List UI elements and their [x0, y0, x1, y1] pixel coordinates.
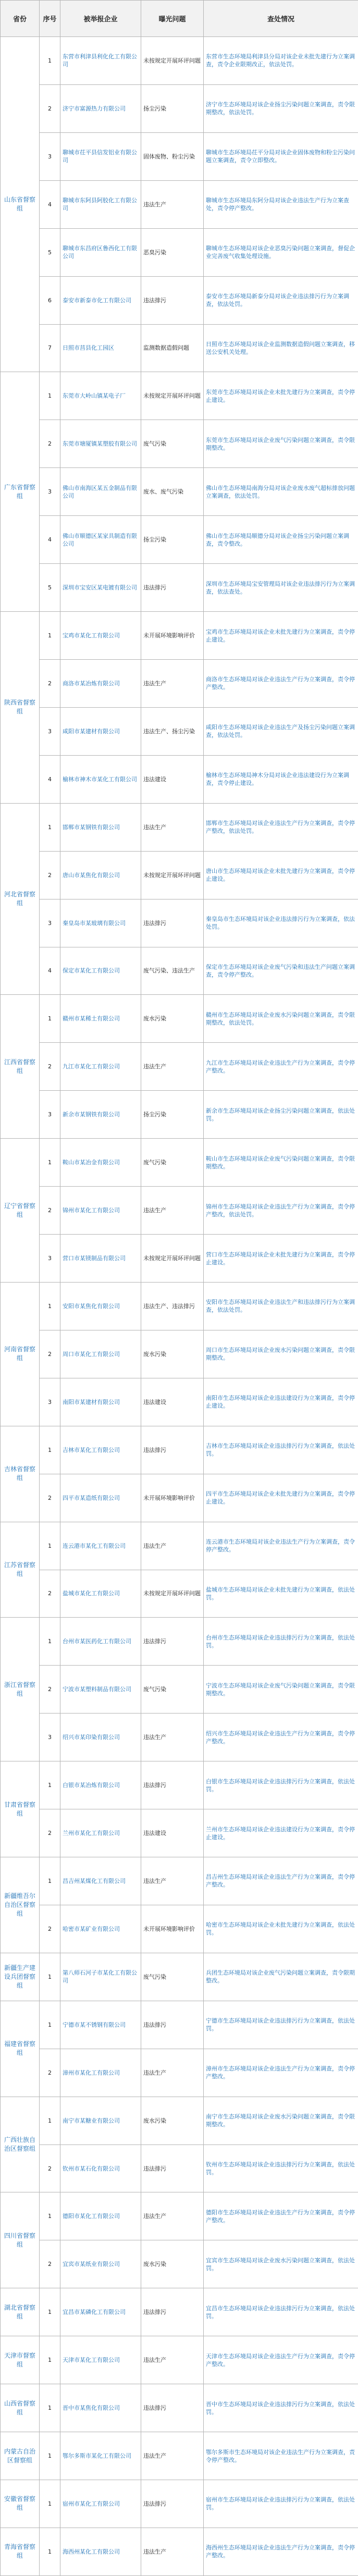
row-number: 5: [40, 564, 60, 612]
table-row: [1, 2144, 358, 2192]
handling-detail: 海西州生态环境局对该企业违法生产行为立案调查，责令停产整改。: [204, 2528, 358, 2575]
problem-type: 未开展环境影响评价: [141, 1905, 204, 1953]
problem-type: 废水、废气污染: [141, 468, 204, 516]
table-row: [1, 2432, 358, 2480]
table-row: [1, 2240, 358, 2288]
problem-type: 固体废物、粉尘污染: [141, 132, 204, 180]
table-body: [1, 37, 358, 2576]
table-row: [1, 1426, 358, 1474]
enterprise-name: 德阳市某化工有限公司: [60, 2192, 141, 2240]
enterprise-name: 南阳市某建材有限公司: [60, 1378, 141, 1426]
row-number: 2: [40, 1330, 60, 1378]
table-row: [1, 1139, 358, 1187]
row-number: 1: [40, 995, 60, 1043]
problem-type: 违法生产: [141, 2192, 204, 2240]
problem-type: 废水污染: [141, 995, 204, 1043]
row-number: 4: [40, 947, 60, 995]
handling-detail: 新余市生态环境局对该企业扬尘污染问题立案调查，依法处罚。: [204, 1091, 358, 1139]
problem-type: 违法排污: [141, 1426, 204, 1474]
handling-detail: 天津市生态环境局对该企业违法生产行为立案调查，责令停产整改。: [204, 2336, 358, 2384]
enterprise-name: 宿州市某化工有限公司: [60, 2480, 141, 2528]
enterprise-name: 宜昌市某磷化工有限公司: [60, 2288, 141, 2336]
enterprise-name: 哈密市某矿业有限公司: [60, 1905, 141, 1953]
problem-type: 违法生产: [141, 1857, 204, 1905]
enterprise-name: 四平市某造纸有限公司: [60, 1474, 141, 1522]
handling-detail: 赣州市生态环境局对该企业废水污染问题立案调查，责令限期整改，依法处罚。: [204, 995, 358, 1043]
handling-detail: 商洛市生态环境局对该企业违法生产行为立案调查，责令停产整改。: [204, 659, 358, 707]
province-cell: 陕西省督察组: [1, 612, 40, 804]
row-number: 2: [40, 1043, 60, 1091]
table-row: [1, 2288, 358, 2336]
enterprise-name: 深圳市宝安区某电镀有限公司: [60, 564, 141, 612]
handling-detail: 宜宾市生态环境局对该企业废水污染问题立案调查，依法处罚。: [204, 2240, 358, 2288]
row-number: 1: [40, 2528, 60, 2575]
enterprise-name: 锦州市某化工有限公司: [60, 1187, 141, 1235]
enterprise-name: 秦皇岛市某玻璃有限公司: [60, 899, 141, 947]
table-row: [1, 1666, 358, 1714]
enterprise-name: 吉林市某化工有限公司: [60, 1426, 141, 1474]
enterprise-name: 台州市某医药化工有限公司: [60, 1618, 141, 1666]
table-row: [1, 324, 358, 372]
handling-detail: 宁德市生态环境局对该企业违法排污行为立案调查，依法处罚。: [204, 2001, 358, 2049]
handling-detail: 日照市生态环境局对该企业监测数据造假问题立案调查，移送公安机关处理。: [204, 324, 358, 372]
row-number: 1: [40, 612, 60, 660]
row-number: 2: [40, 1187, 60, 1235]
problem-type: 扬尘污染: [141, 84, 204, 132]
enterprise-name: 保定市某化工有限公司: [60, 947, 141, 995]
enterprise-name: 唐山市某焦化有限公司: [60, 851, 141, 899]
row-number: 1: [40, 1857, 60, 1905]
table-row: [1, 755, 358, 803]
row-number: 6: [40, 276, 60, 324]
table-row: [1, 1187, 358, 1235]
table-row: [1, 37, 358, 85]
row-number: 2: [40, 1474, 60, 1522]
table-row: [1, 707, 358, 755]
row-number: 3: [40, 899, 60, 947]
row-number: 1: [40, 1522, 60, 1570]
province-cell: 四川省督察组: [1, 2192, 40, 2288]
table-row: [1, 276, 358, 324]
handling-detail: 济宁市生态环境局对该企业扬尘污染问题立案调查，责令限期整改，依法处罚。: [204, 84, 358, 132]
problem-type: 违法生产: [141, 1043, 204, 1091]
row-number: 1: [40, 1953, 60, 2001]
row-number: 2: [40, 84, 60, 132]
enterprise-name: 晋中市某焦化有限公司: [60, 2384, 141, 2432]
handling-detail: 聊城市生态环境局茌平分局对该企业固体废物和粉尘污染问题立案调查，责令立即整改。: [204, 132, 358, 180]
row-number: 5: [40, 228, 60, 276]
row-number: 2: [40, 659, 60, 707]
enterprise-name: 咸阳市某建材有限公司: [60, 707, 141, 755]
table-row: [1, 1953, 358, 2001]
problem-type: 违法排污: [141, 564, 204, 612]
table-row: [1, 1043, 358, 1091]
row-number: 2: [40, 851, 60, 899]
handling-detail: 唐山市生态环境局对该企业未批先建行为立案调查，责令停止建设。: [204, 851, 358, 899]
header-province: 省份: [1, 1, 40, 37]
row-number: 1: [40, 1139, 60, 1187]
problem-type: 废气污染: [141, 1666, 204, 1714]
table-row: [1, 1235, 358, 1283]
enterprise-name: 聊城市东阿县阿胶化工有限公司: [60, 180, 141, 228]
table-header-row: [1, 1, 358, 37]
table-row: [1, 1330, 358, 1378]
problem-type: 违法建设: [141, 1378, 204, 1426]
handling-detail: 东莞市生态环境局对该企业废气污染问题立案调查，责令限期整改。: [204, 420, 358, 468]
row-number: 1: [40, 803, 60, 851]
problem-type: 违法生产: [141, 180, 204, 228]
enterprise-name: 榆林市神木市某化工有限公司: [60, 755, 141, 803]
problem-type: 未按规定开展环评问题: [141, 851, 204, 899]
problem-type: 违法排污: [141, 276, 204, 324]
problem-type: 违法生产、违法排污: [141, 1282, 204, 1330]
enterprise-name: 东莞市塘厦镇某塑胶有限公司: [60, 420, 141, 468]
enterprise-name: 周口市某化工有限公司: [60, 1330, 141, 1378]
enterprise-name: 东营市利津县利化化工有限公司: [60, 37, 141, 85]
table-row: [1, 228, 358, 276]
table-row: [1, 1857, 358, 1905]
table-row: [1, 1091, 358, 1139]
problem-type: 违法生产、扬尘污染: [141, 707, 204, 755]
problem-type: 违法生产: [141, 2528, 204, 2575]
province-cell: 辽宁省督察组: [1, 1139, 40, 1283]
province-cell: 浙江省督察组: [1, 1618, 40, 1761]
enterprise-name: 营口市某镁制品有限公司: [60, 1235, 141, 1283]
problem-type: 违法生产: [141, 659, 204, 707]
province-cell: 吉林省督察组: [1, 1426, 40, 1522]
row-number: 2: [40, 2049, 60, 2097]
enterprise-name: 漳州市某化工有限公司: [60, 2049, 141, 2097]
enterprise-name: 赣州市某稀土有限公司: [60, 995, 141, 1043]
enterprise-name: 聊城市东昌府区鲁西化工有限公司: [60, 228, 141, 276]
problem-type: 违法排污: [141, 2288, 204, 2336]
handling-detail: 连云港市生态环境局对该企业违法生产行为立案调查，责令停产整改。: [204, 1522, 358, 1570]
handling-detail: 南阳市生态环境局对该企业违法建设行为立案调查，责令停止建设。: [204, 1378, 358, 1426]
row-number: 2: [40, 1666, 60, 1714]
handling-detail: 鞍山市生态环境局对该企业废气污染问题立案调查，责令限期整改。: [204, 1139, 358, 1187]
handling-detail: 昌吉州生态环境局对该企业违法生产行为立案调查，责令停产整改。: [204, 1857, 358, 1905]
handling-detail: 宜昌市生态环境局对该企业违法排污行为立案调查，依法处罚。: [204, 2288, 358, 2336]
handling-detail: 台州市生态环境局对该企业违法排污行为立案调查，依法处罚。: [204, 1618, 358, 1666]
handling-detail: 邯郸市生态环境局对该企业违法生产行为立案调查，责令停产整改，依法处罚。: [204, 803, 358, 851]
row-number: 1: [40, 2001, 60, 2049]
row-number: 1: [40, 1618, 60, 1666]
problem-type: 未按规定开展环评问题: [141, 1570, 204, 1618]
problem-type: 未开展环境影响评价: [141, 612, 204, 660]
province-cell: 青海省督察组: [1, 2528, 40, 2575]
enterprise-name: 东莞市大岭山镇某电子厂: [60, 372, 141, 420]
handling-detail: 宁波市生态环境局对该企业废气污染问题立案调查，责令限期整改。: [204, 1666, 358, 1714]
province-cell: 广西壮族自治区督察组: [1, 2097, 40, 2192]
table-row: [1, 1809, 358, 1857]
row-number: 1: [40, 1761, 60, 1809]
province-cell: 江苏省督察组: [1, 1522, 40, 1618]
enterprise-name: 邯郸市某钢铁有限公司: [60, 803, 141, 851]
handling-detail: 咸阳市生态环境局对该企业违法生产及扬尘污染问题立案调查，依法处罚。: [204, 707, 358, 755]
row-number: 1: [40, 37, 60, 85]
table-row: [1, 2480, 358, 2528]
row-number: 2: [40, 1809, 60, 1857]
problem-type: 违法排污: [141, 2384, 204, 2432]
problem-type: 废气污染: [141, 1953, 204, 2001]
province-cell: 内蒙古自治区督察组: [1, 2432, 40, 2480]
problem-type: 违法建设: [141, 1809, 204, 1857]
row-number: 3: [40, 468, 60, 516]
table-row: [1, 1618, 358, 1666]
table-row: [1, 84, 358, 132]
enterprise-name: 海西州某化工有限公司: [60, 2528, 141, 2575]
header-detail: 查处情况: [204, 1, 358, 37]
table-row: [1, 2049, 358, 2097]
enterprise-name: 南宁市某糖业有限公司: [60, 2097, 141, 2144]
row-number: 3: [40, 1714, 60, 1761]
table-row: [1, 803, 358, 851]
row-number: 1: [40, 2192, 60, 2240]
handling-detail: 佛山市生态环境局顺德分局对该企业扬尘污染问题立案调查，责令整改。: [204, 516, 358, 564]
problem-type: 违法生产: [141, 1714, 204, 1761]
handling-detail: 聊城市生态环境局东阿分局对该企业违法生产行为立案查处，责令停产整改。: [204, 180, 358, 228]
enterprise-name: 宜宾市某纸业有限公司: [60, 2240, 141, 2288]
problem-type: 违法生产: [141, 1187, 204, 1235]
enterprise-name: 鄂尔多斯市某化工有限公司: [60, 2432, 141, 2480]
enterprise-name: 兰州市某化工有限公司: [60, 1809, 141, 1857]
enterprise-name: 白银市某冶炼有限公司: [60, 1761, 141, 1809]
row-number: 3: [40, 1091, 60, 1139]
problem-type: 扬尘污染: [141, 1091, 204, 1139]
row-number: 1: [40, 1282, 60, 1330]
table-row: [1, 132, 358, 180]
handling-detail: 漳州市生态环境局对该企业违法生产行为立案调查，责令停产整改。: [204, 2049, 358, 2097]
enterprise-name: 九江市某化工有限公司: [60, 1043, 141, 1091]
handling-detail: 宿州市生态环境局对该企业违法排污行为立案调查，依法处罚。: [204, 2480, 358, 2528]
table-row: [1, 372, 358, 420]
enterprise-name: 新余市某钢铁有限公司: [60, 1091, 141, 1139]
handling-detail: 九江市生态环境局对该企业违法生产行为立案调查，责令停产整改。: [204, 1043, 358, 1091]
row-number: 4: [40, 180, 60, 228]
table-row: [1, 947, 358, 995]
row-number: 3: [40, 132, 60, 180]
enterprise-name: 聊城市茌平县信发铝业有限公司: [60, 132, 141, 180]
table-row: [1, 564, 358, 612]
enterprise-name: 安阳市某焦化有限公司: [60, 1282, 141, 1330]
enterprise-name: 日照市莒县化工园区: [60, 324, 141, 372]
row-number: 2: [40, 1570, 60, 1618]
enterprise-name: 钦州市某石化有限公司: [60, 2144, 141, 2192]
problem-type: 废水污染: [141, 2097, 204, 2144]
row-number: 3: [40, 1378, 60, 1426]
province-cell: 新疆生产建设兵团督察组: [1, 1953, 40, 2001]
problem-type: 违法生产: [141, 2432, 204, 2480]
province-cell: 天津市督察组: [1, 2336, 40, 2384]
table-row: [1, 1378, 358, 1426]
province-cell: 新疆维吾尔自治区督察组: [1, 1857, 40, 1953]
problem-type: 监测数据造假问题: [141, 324, 204, 372]
handling-detail: 宝鸡市生态环境局对该企业未批先建行为立案调查，责令停止建设。: [204, 612, 358, 660]
enterprise-name: 宝鸡市某化工有限公司: [60, 612, 141, 660]
row-number: 1: [40, 2097, 60, 2144]
table-row: [1, 1905, 358, 1953]
handling-detail: 泰安市生态环境局新泰分局对该企业违法排污行为立案调查，依法处罚。: [204, 276, 358, 324]
handling-detail: 晋中市生态环境局对该企业违法排污行为立案调查，依法处罚。: [204, 2384, 358, 2432]
handling-detail: 四平市生态环境局对该企业未批先建行为立案调查，责令停止建设。: [204, 1474, 358, 1522]
province-cell: 安徽省督察组: [1, 2480, 40, 2528]
problem-type: 废气污染: [141, 1139, 204, 1187]
handling-detail: 东营市生态环境局利津县分局对该企业未批先建行为立案调查，责令企业限期改正，依法处罚。: [204, 37, 358, 85]
problem-type: 违法建设: [141, 755, 204, 803]
table-row: [1, 2001, 358, 2049]
table-row: [1, 1522, 358, 1570]
problem-type: 违法排污: [141, 2144, 204, 2192]
header-enterprise: 被举报企业: [60, 1, 141, 37]
handling-detail: 德阳市生态环境局对该企业违法生产行为立案调查，责令停产整改。: [204, 2192, 358, 2240]
table-row: [1, 659, 358, 707]
row-number: 2: [40, 1905, 60, 1953]
province-cell: 河北省督察组: [1, 803, 40, 995]
row-number: 1: [40, 2336, 60, 2384]
enterprise-name: 第八师石河子市某化工有限公司: [60, 1953, 141, 2001]
problem-type: 未按规定开展环评问题: [141, 1235, 204, 1283]
handling-detail: 安阳市生态环境局对该企业违法生产和违法排污行为立案调查，依法处罚。: [204, 1282, 358, 1330]
row-number: 7: [40, 324, 60, 372]
header-problem: 曝光问题: [141, 1, 204, 37]
enterprise-name: 宁德市某不锈钢有限公司: [60, 2001, 141, 2049]
problem-type: 违法排污: [141, 1761, 204, 1809]
province-cell: 广东省督察组: [1, 372, 40, 612]
row-number: 2: [40, 2240, 60, 2288]
problem-type: 违法排污: [141, 2001, 204, 2049]
problem-type: 未按规定开展环评问题: [141, 37, 204, 85]
handling-detail: 哈密市生态环境局对该企业未批先建行为立案调查，依法处罚。: [204, 1905, 358, 1953]
row-number: 1: [40, 2384, 60, 2432]
province-cell: 甘肃省督察组: [1, 1761, 40, 1857]
row-number: 1: [40, 2432, 60, 2480]
table-row: [1, 1761, 358, 1809]
handling-detail: 兵团生态环境局对该企业废气污染问题立案调查，责令限期整改。: [204, 1953, 358, 2001]
handling-detail: 锦州市生态环境局对该企业违法生产行为立案调查，责令停产整改，依法处罚。: [204, 1187, 358, 1235]
handling-detail: 南宁市生态环境局对该企业废水污染问题立案调查，责令限期整改。: [204, 2097, 358, 2144]
table-row: [1, 2528, 358, 2575]
province-cell: 湖北省督察组: [1, 2288, 40, 2336]
table-row: [1, 1474, 358, 1522]
table-row: [1, 468, 358, 516]
problem-type: 废水污染: [141, 2240, 204, 2288]
table-row: [1, 2336, 358, 2384]
enterprise-name: 济宁市富源热力有限公司: [60, 84, 141, 132]
enterprise-name: 商洛市某冶炼有限公司: [60, 659, 141, 707]
row-number: 2: [40, 2144, 60, 2192]
handling-detail: 周口市生态环境局对该企业废水污染问题立案调查，责令限期整改。: [204, 1330, 358, 1378]
table-row: [1, 2384, 358, 2432]
handling-detail: 秦皇岛市生态环境局对该企业违法排污行为立案调查，依法处罚。: [204, 899, 358, 947]
table-row: [1, 516, 358, 564]
table-row: [1, 2097, 358, 2144]
problem-type: 恶臭污染: [141, 228, 204, 276]
province-cell: 江西省督察组: [1, 995, 40, 1139]
handling-detail: 聊城市生态环境局对该企业恶臭污染问题立案调查，督促企业完善废气收集处理设施。: [204, 228, 358, 276]
enterprise-name: 盐城市某化工有限公司: [60, 1570, 141, 1618]
row-number: 4: [40, 755, 60, 803]
enterprise-name: 天津市某化工有限公司: [60, 2336, 141, 2384]
table-row: [1, 180, 358, 228]
table-row: [1, 1570, 358, 1618]
enterprise-name: 宁波市某塑料制品有限公司: [60, 1666, 141, 1714]
table-row: [1, 2192, 358, 2240]
province-cell: 河南省督察组: [1, 1282, 40, 1426]
problem-type: 未开展环境影响评价: [141, 1474, 204, 1522]
handling-detail: 营口市生态环境局对该企业未批先建行为立案调查，责令停止建设。: [204, 1235, 358, 1283]
table-row: [1, 612, 358, 660]
problem-type: 未按规定开展环评问题: [141, 372, 204, 420]
handling-detail: 鄂尔多斯市生态环境局对该企业违法生产行为立案调查，责令停产整改。: [204, 2432, 358, 2480]
handling-detail: 保定市生态环境局对该企业废气污染和违法生产问题立案调查，责令停产整改。: [204, 947, 358, 995]
handling-detail: 吉林市生态环境局对该企业违法排污行为立案调查，依法处罚。: [204, 1426, 358, 1474]
row-number: 1: [40, 2480, 60, 2528]
table-row: [1, 851, 358, 899]
problem-type: 违法排污: [141, 1618, 204, 1666]
province-cell: 福建省督察组: [1, 2001, 40, 2097]
row-number: 1: [40, 1426, 60, 1474]
problem-type: 违法生产: [141, 2336, 204, 2384]
handling-detail: 佛山市生态环境局南海分局对该企业废水废气超标排放问题立案调查，依法处罚。: [204, 468, 358, 516]
header-index: 序号: [40, 1, 60, 37]
row-number: 3: [40, 1235, 60, 1283]
problem-type: 扬尘污染: [141, 516, 204, 564]
enterprise-name: 绍兴市某印染有限公司: [60, 1714, 141, 1761]
handling-detail: 东莞市生态环境局对该企业未批先建行为立案调查，责令停止建设。: [204, 372, 358, 420]
row-number: 3: [40, 707, 60, 755]
table-row: [1, 899, 358, 947]
problem-type: 违法排污: [141, 899, 204, 947]
row-number: 2: [40, 420, 60, 468]
enterprise-name: 佛山市南海区某五金制品有限公司: [60, 468, 141, 516]
enterprise-name: 佛山市顺德区某家具制造有限公司: [60, 516, 141, 564]
handling-detail: 钦州市生态环境局对该企业违法排污行为立案调查，依法处罚。: [204, 2144, 358, 2192]
table-row: [1, 1282, 358, 1330]
row-number: 1: [40, 372, 60, 420]
table-row: [1, 995, 358, 1043]
row-number: 1: [40, 2288, 60, 2336]
problem-type: 废气污染: [141, 420, 204, 468]
handling-detail: 兰州市生态环境局对该企业违法建设行为立案调查，责令停止建设。: [204, 1809, 358, 1857]
enterprise-name: 鞍山市某冶金有限公司: [60, 1139, 141, 1187]
province-cell: 山东省督察组: [1, 37, 40, 372]
problem-type: 违法生产: [141, 2049, 204, 2097]
problem-type: 废水污染: [141, 1330, 204, 1378]
province-cell: 山西省督察组: [1, 2384, 40, 2432]
problem-type: 违法排污: [141, 2480, 204, 2528]
enterprise-name: 昌吉州某煤化工有限公司: [60, 1857, 141, 1905]
handling-detail: 深圳市生态环境局宝安管理局对该企业违法排污行为立案调查，依法查处。: [204, 564, 358, 612]
handling-detail: 榆林市生态环境局神木分局对该企业违法建设行为立案调查，责令停止建设。: [204, 755, 358, 803]
problem-type: 违法生产: [141, 803, 204, 851]
problem-type: 违法生产: [141, 1522, 204, 1570]
handling-detail: 盐城市生态环境局对该企业未批先建行为立案调查，依法处罚。: [204, 1570, 358, 1618]
table-row: [1, 1714, 358, 1761]
enterprise-name: 连云港市某化工有限公司: [60, 1522, 141, 1570]
table-row: [1, 420, 358, 468]
problem-type: 废气污染、违法生产: [141, 947, 204, 995]
handling-detail: 白银市生态环境局对该企业违法排污行为立案调查，依法处罚。: [204, 1761, 358, 1809]
enterprise-name: 泰安市新泰市化工有限公司: [60, 276, 141, 324]
handling-detail: 绍兴市生态环境局对该企业违法生产行为立案调查，责令停产整改。: [204, 1714, 358, 1761]
row-number: 4: [40, 516, 60, 564]
